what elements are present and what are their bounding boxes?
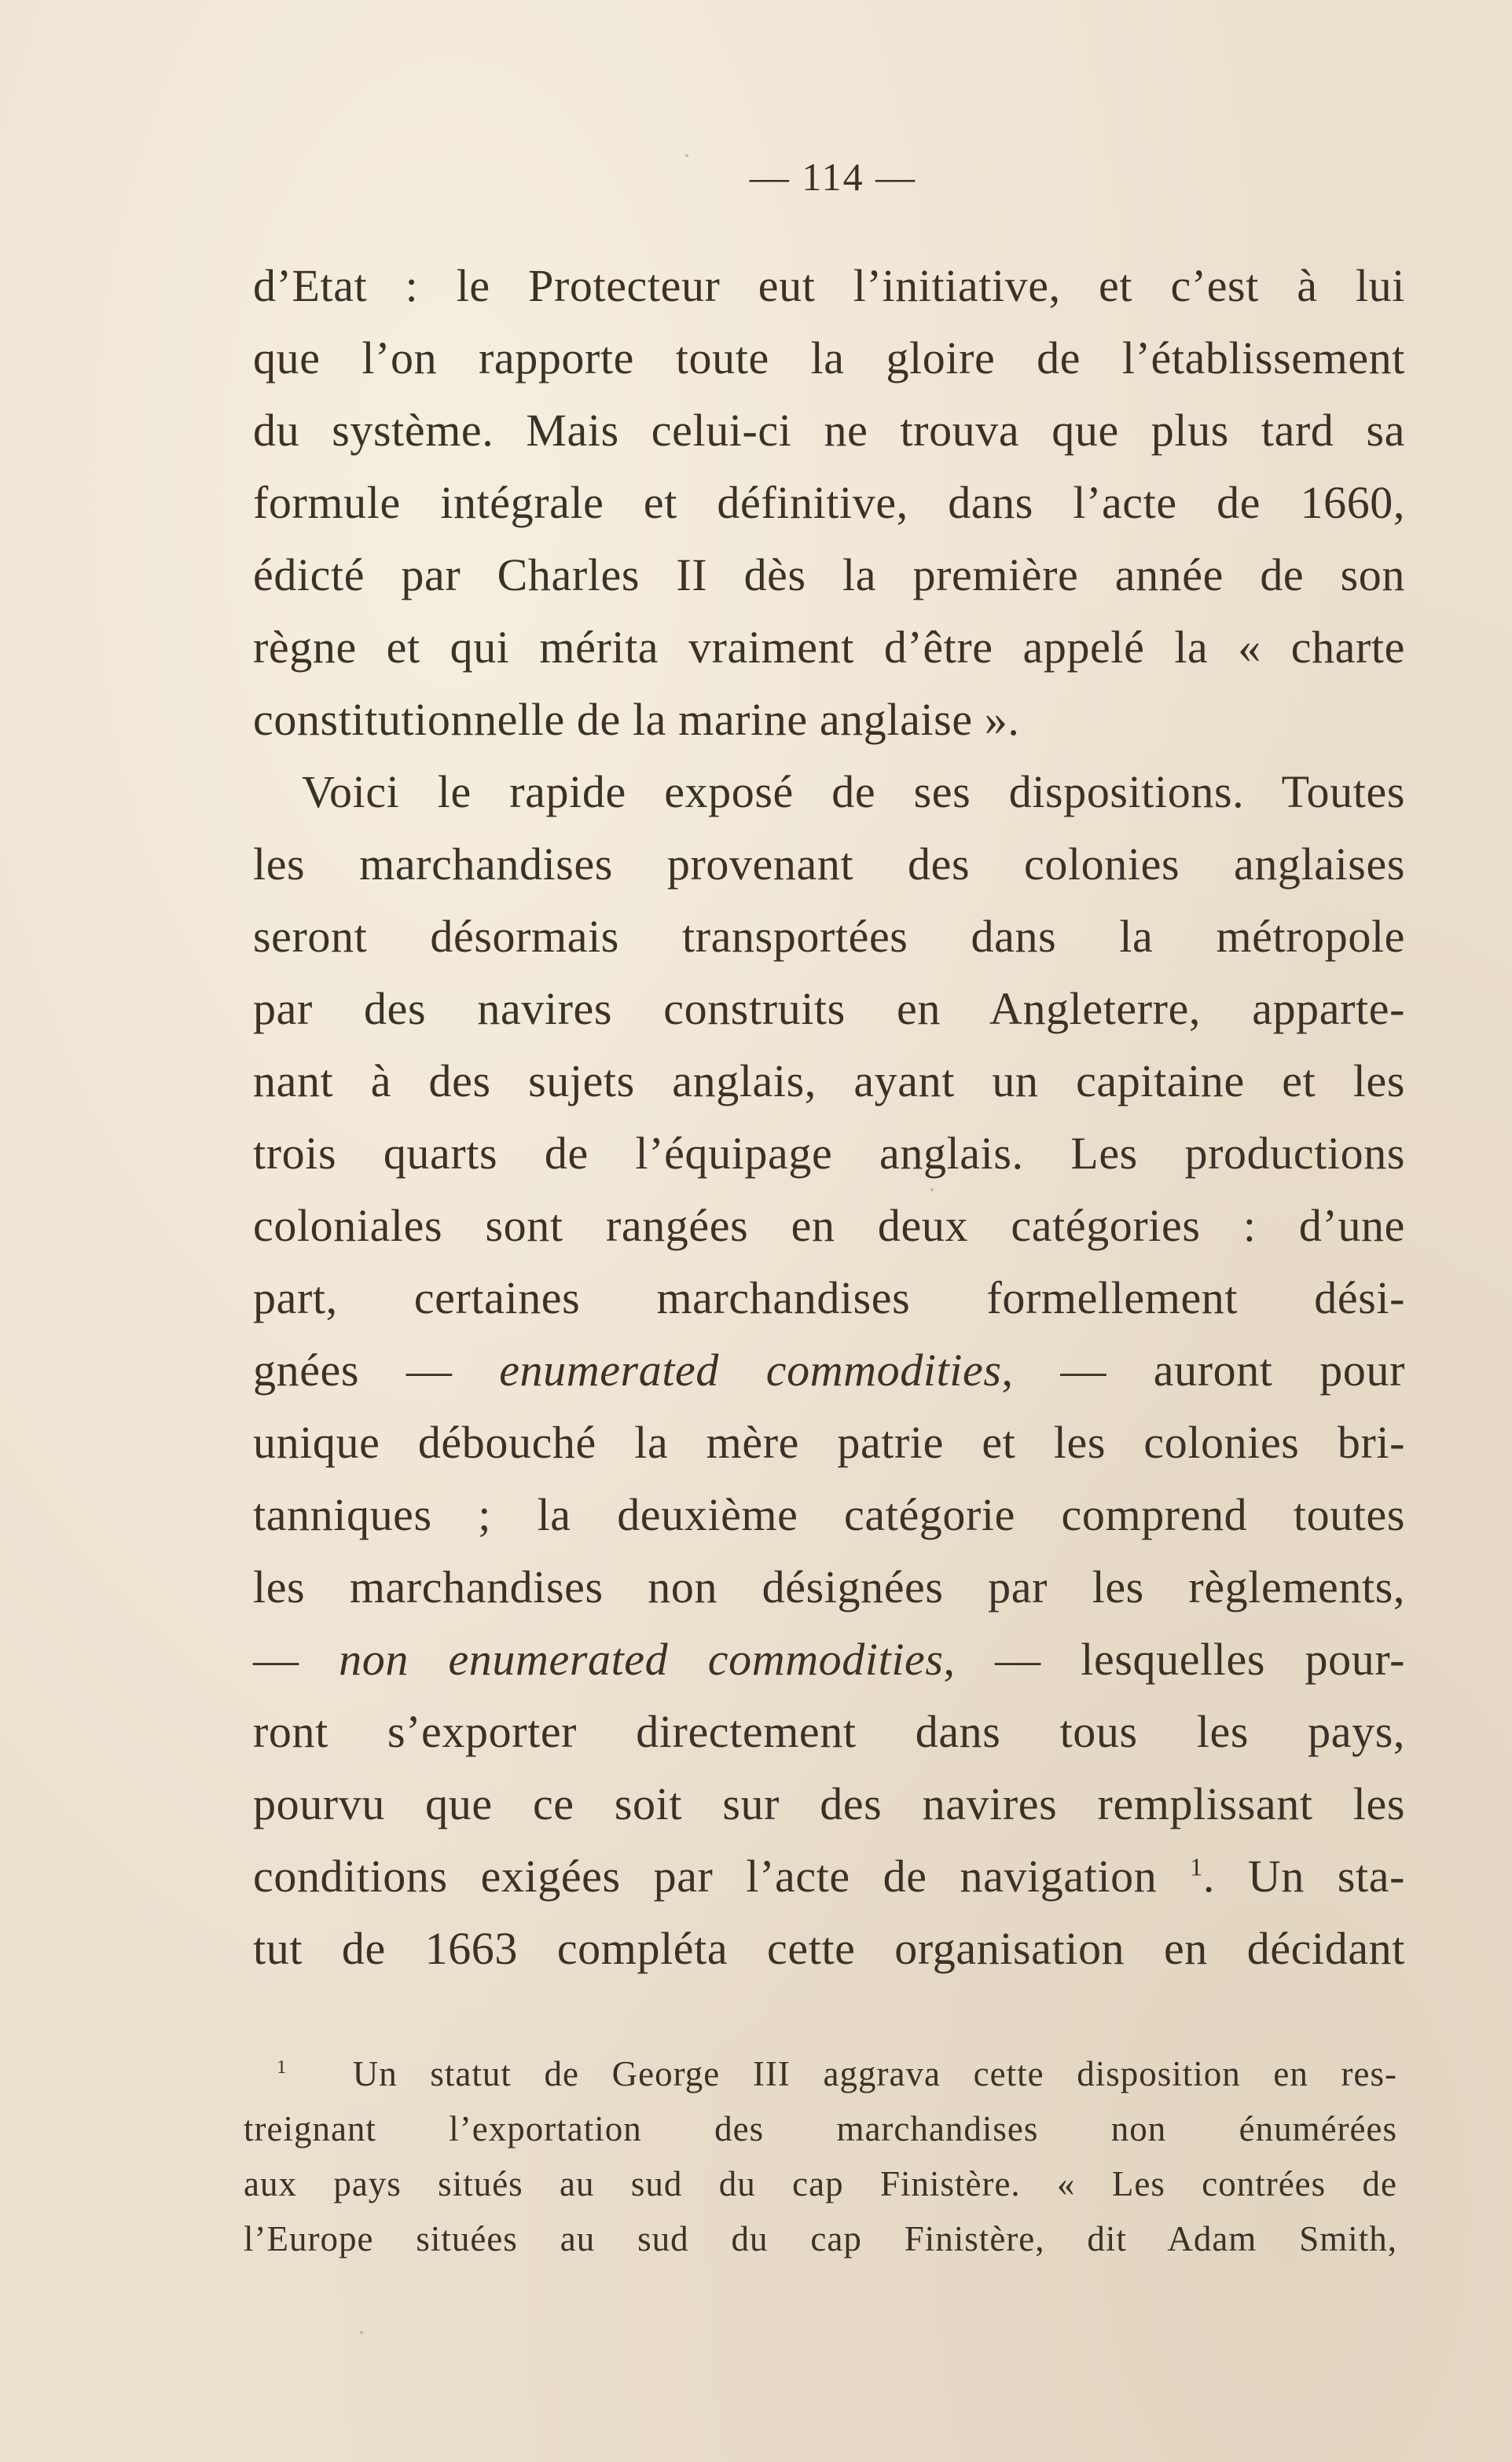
footnote-reference: 1 [1190,1853,1203,1881]
text-line: les marchandises non désignées par les règlements, [253,1561,1405,1613]
text-line: constitutionnelle de la marine anglaise ». [253,694,1020,745]
text-line: unique débouché la mère patrie et les colonies bri- [253,1417,1405,1468]
page-number: — 114 — [749,155,917,199]
paragraph-start-line: Voici le rapide exposé de ses dispositions. Toutes [302,766,1405,817]
text-segment: conditions exigées par l’acte de navigation [253,1851,1191,1902]
text-line: nant à des sujets anglais, ayant un capitaine et les [253,1055,1405,1106]
text-line: du système. Mais celui-ci ne trouva que plus tard sa [253,405,1405,456]
footnote-line [244,2046,1397,2101]
text-line: tanniques ; la deuxième catégorie comprend toutes [253,1489,1405,1540]
footnote-text: Un statut de George III aggrava cette disposition en res- [352,2054,1398,2093]
footnote-line: aux pays situés au sud du cap Finistère. « Les contrées de [244,2164,1397,2203]
italic-term: enumerated commodities [499,1345,1002,1396]
italic-term: non enumerated commodities [339,1634,944,1685]
body-text [253,250,1405,1985]
text-line: coloniales sont rangées en deux catégories : d’une [253,1200,1405,1251]
text-line: pourvu que ce soit sur des navires remplissant les [253,1778,1405,1829]
footnote [244,2046,1397,2266]
text-line: tut de 1663 compléta cette organisation en décidant [253,1923,1405,1974]
text-line: formule intégrale et définitive, dans l’acte de 1660, [253,477,1405,528]
text-segment: — [253,1634,339,1685]
text-segment: , — lesquelles pour- [943,1634,1405,1685]
paper-speck [685,154,688,157]
text-line: part, certaines marchandises formellement dési- [253,1272,1405,1323]
text-line: d’Etat : le Protecteur eut l’initiative, et c’est à lui [253,260,1405,311]
text-line: que l’on rapporte toute la gloire de l’établissement [253,332,1405,383]
text-segment: . Un sta- [1202,1851,1406,1902]
text-line [253,1334,1405,1407]
text-line: seront désormais transportées dans la métropole [253,911,1405,962]
text-line: règne et qui mérita vraiment d’être appelé la « charte [253,622,1405,673]
text-line [253,1624,1405,1696]
footnote-line: treignant l’exportation des marchandises non énumérées [244,2109,1397,2148]
text-line: ront s’exporter directement dans tous les pays, [253,1706,1405,1757]
text-line: trois quarts de l’équipage anglais. Les productions [253,1128,1405,1179]
paper-speck [930,1188,934,1191]
text-segment: gnées — [253,1345,500,1396]
text-line: les marchandises provenant des colonies anglaises [253,838,1405,890]
paper-speck [360,2331,363,2334]
text-line: édicté par Charles II dès la première année de son [253,549,1405,600]
text-line [253,1840,1405,1913]
text-segment: , — auront pour [1001,1345,1405,1396]
footnote-line: l’Europe situées au sud du cap Finistère, dit Adam Smith, [244,2219,1397,2258]
text-line: par des navires construits en Angleterre, apparte- [253,983,1405,1034]
footnote-marker: 1 [277,2057,288,2078]
